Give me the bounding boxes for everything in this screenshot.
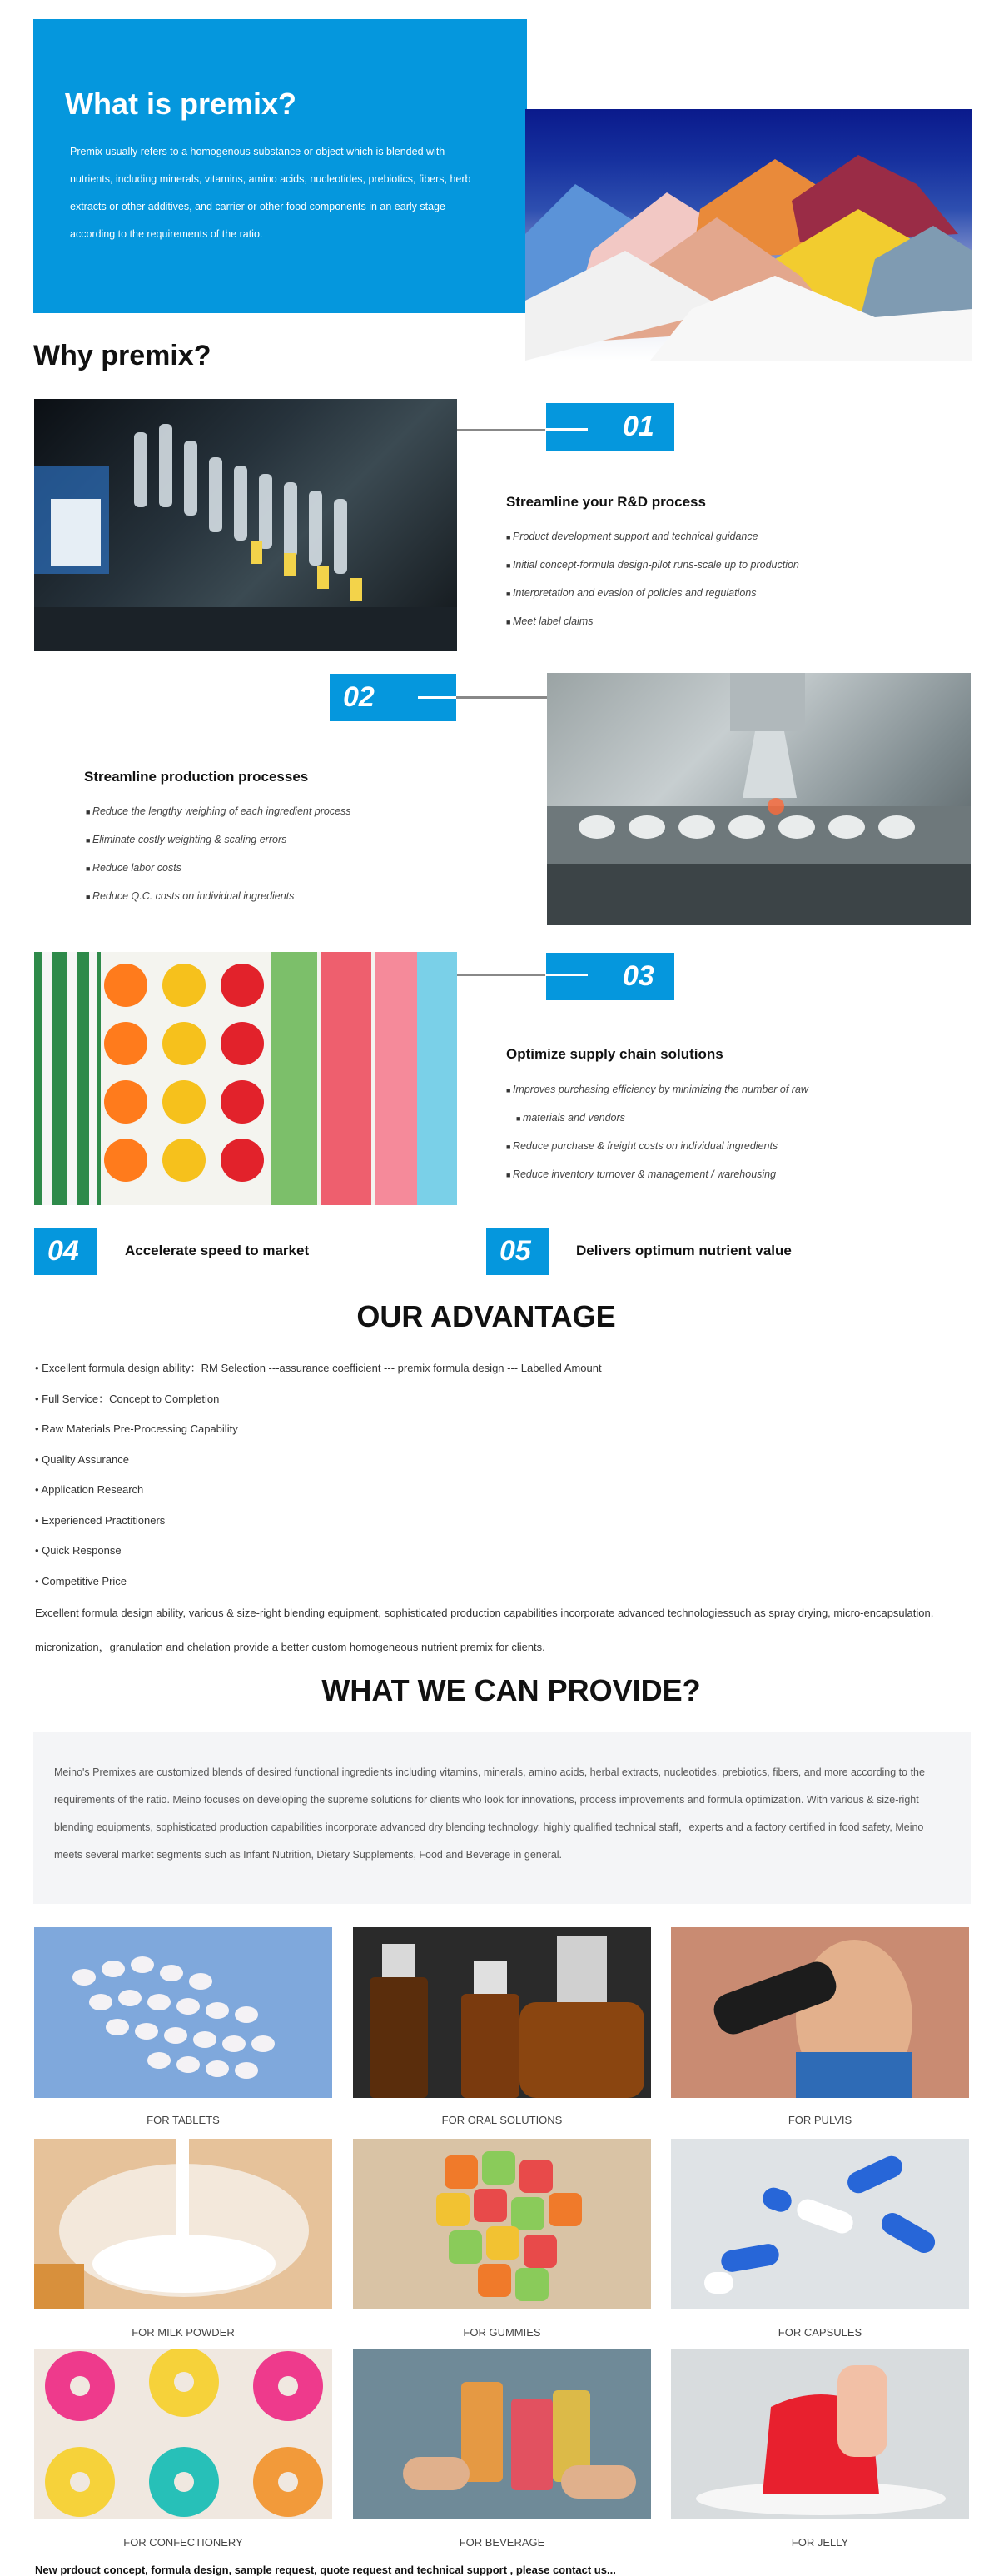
candy-image: [34, 952, 457, 1205]
advantage-title: OUR ADVANTAGE: [356, 1299, 616, 1333]
feature-title-05: Delivers optimum nutrient value: [576, 1243, 792, 1258]
feature-list-01: [506, 523, 799, 636]
list-item: ■ Interpretation and evasion of policies and regulations: [506, 580, 799, 608]
provide-paragraph: Meino's Premixes are customized blends of desired functional ingredients including vitamins, minerals, amino acids, herbal extracts, nucleotides, prebiotics, fibers, and more according to the requirements of the ratio. Meino focuses on developing the supreme solutions for clients who look for innovations, process improvements and formula optimization. With various & size-right blending equipments, sophisticated production capabilities incorporate advanced dry blending technology, highly qualified technical staff，experts and a factory certified in food safety, Meino meets several market segments such as Infant Nutrition, Dietary Supplements, Food and Beverage in general.: [54, 1766, 925, 1861]
list-item: • Quality Assurance: [35, 1452, 129, 1466]
list-item: • Quick Response: [35, 1544, 122, 1557]
list-item: ■ Meet label claims: [506, 608, 799, 636]
list-item: • Experienced Practitioners: [35, 1513, 166, 1527]
feature-number-05: 05: [486, 1228, 549, 1275]
number-dash: [418, 696, 456, 699]
hero-description: Premix usually refers to a homogenous substance or object which is blended with nutrients, including minerals, vitamins, amino acids, nucleotides, prebiotics, fibers, herb extracts or other additives, and carrier or other food components in an early stage according to the requirements of the ratio.: [70, 146, 471, 240]
list-item: • Full Service：Concept to Completion: [35, 1392, 220, 1405]
number-dash: [546, 974, 588, 976]
beverage-image: [353, 2349, 651, 2519]
powder-mounds-image: [525, 109, 972, 361]
factory-production-image: [547, 673, 971, 925]
connector-line: [457, 974, 545, 976]
tablets-image: [34, 1927, 332, 2098]
pulvis-image: [671, 1927, 969, 2098]
product-caption: FOR JELLY: [791, 2536, 849, 2549]
product-caption: FOR CAPSULES: [778, 2326, 862, 2339]
advantage-paragraph: Excellent formula design ability, various & size-right blending equipment, sophisticated production capabilities incorporate advanced technologiessuch as spray drying, micro-encapsulation, micronization，granulation and chelation provide a better custom homogeneous nutrient premix for clients.: [35, 1607, 934, 1653]
jelly-image: [671, 2349, 969, 2519]
product-caption: FOR MILK POWDER: [132, 2326, 235, 2339]
product-caption: FOR TABLETS: [147, 2114, 220, 2126]
list-item: • Application Research: [35, 1483, 144, 1496]
list-item: ■ Reduce labor costs: [86, 855, 351, 883]
confectionery-image: [34, 2349, 332, 2519]
feature-number-01: 01: [546, 403, 674, 451]
oral-solutions-image: [353, 1927, 651, 2098]
product-caption: FOR ORAL SOLUTIONS: [441, 2114, 563, 2126]
list-item: • Competitive Price: [35, 1574, 127, 1587]
list-item: ■ Product development support and technical guidance: [506, 523, 799, 551]
list-item: ■ materials and vendors: [506, 1104, 808, 1133]
feature-title-04: Accelerate speed to market: [125, 1243, 310, 1258]
capsules-image: [671, 2139, 969, 2309]
number-dash: [546, 428, 588, 431]
list-item: ■ Initial concept-formula design-pilot runs-scale up to production: [506, 551, 799, 580]
hero-title: What is premix?: [65, 87, 297, 121]
feature-number-04: 04: [34, 1228, 97, 1275]
lab-test-tubes-image: [34, 399, 457, 651]
list-item: • Excellent formula design ability：RM Selection ---assurance coefficient --- premix formula design --- Labelled Amount: [35, 1362, 602, 1374]
feature-title-01: Streamline your R&D process: [506, 494, 706, 510]
product-caption: FOR GUMMIES: [463, 2326, 541, 2339]
product-caption: FOR BEVERAGE: [459, 2536, 545, 2549]
milk-powder-image: [34, 2139, 332, 2309]
connector-line: [456, 696, 548, 699]
list-item: ■ Reduce purchase & freight costs on individual ingredients: [506, 1133, 808, 1161]
feature-number-03: 03: [546, 953, 674, 1000]
product-caption: FOR CONFECTIONERY: [123, 2536, 243, 2549]
provide-title: WHAT WE CAN PROVIDE?: [321, 1673, 701, 1707]
advantage-list: [35, 1353, 602, 1597]
feature-list-03: [506, 1076, 808, 1189]
list-item: ■ Eliminate costly weighting & scaling errors: [86, 826, 351, 855]
list-item: • Raw Materials Pre-Processing Capability: [35, 1423, 238, 1435]
product-caption: FOR PULVIS: [788, 2114, 852, 2126]
connector-line: [457, 429, 545, 431]
list-item: ■ Improves purchasing efficiency by minimizing the number of raw: [506, 1076, 808, 1104]
list-item: ■ Reduce Q.C. costs on individual ingredients: [86, 883, 351, 911]
feature-title-02: Streamline production processes: [84, 769, 309, 785]
feature-list-02: [86, 798, 351, 911]
contact-note: New prdouct concept, formula design, sample request, quote request and technical support , please contact us...: [35, 2564, 616, 2576]
feature-number-02: 02: [330, 674, 456, 721]
feature-title-03: Optimize supply chain solutions: [506, 1046, 723, 1062]
list-item: ■ Reduce the lengthy weighing of each ingredient process: [86, 798, 351, 826]
list-item: ■ Reduce inventory turnover & management / warehousing: [506, 1161, 808, 1189]
gummies-image: [353, 2139, 651, 2309]
why-premix-title: Why premix?: [33, 340, 211, 371]
